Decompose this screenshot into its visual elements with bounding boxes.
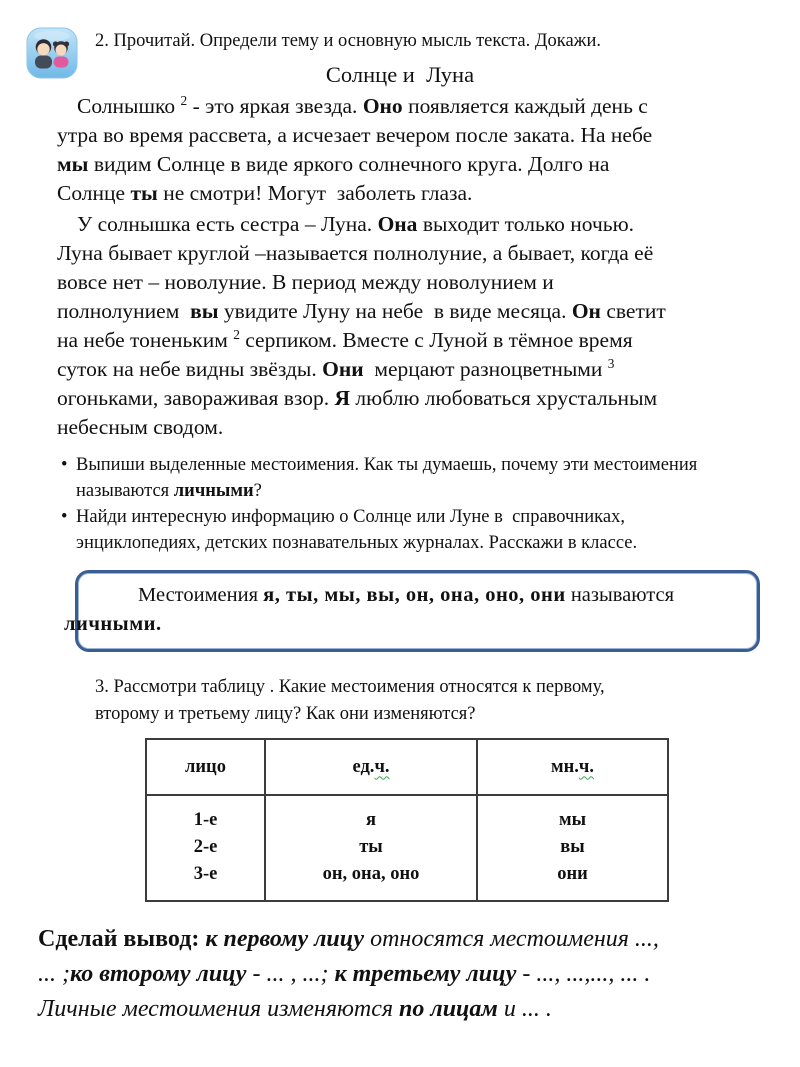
story-paragraph-2: У солнышка есть сестра – Луна. Она выходит только ночью. Луна бывает круглой –называется полнолуние, а бывает, когда её вовсе нет – новолуние. В период между новолунием и полнолунием вы увидите Луну на небе в виде месяца. Он светит на небе тоненьким $^2$ серпиком. Вместе с Луной в тёмное время суток на небе видны звёзды. Они мерцают разноцветными $^3$ огоньками, завораживая взор. Я люблю любоваться хрустальным небесным сводом. (57, 212, 666, 439)
table-value: он, она, оно (322, 864, 420, 884)
table-value: 3-е (193, 864, 218, 884)
table-value: я (365, 810, 376, 830)
table-value: мы (558, 810, 587, 830)
table-header-singular: ед.ч. (265, 739, 477, 795)
bullet-marker: • (61, 455, 68, 475)
table-value: вы (560, 837, 585, 857)
bullet-task-list (60, 452, 770, 556)
rule-box (64, 570, 760, 652)
story-paragraph-1: Солнышко $^2$ - это яркая звезда. Оно появляется каждый день с утра во время рассвета, а исчезает вечером после заката. На небе мы видим Солнце в виде яркого солнечного круга. Долго на Солнце ты не смотри! Могут заболеть глаза. (57, 92, 653, 205)
rule-text: Местоимения я, ты, мы, вы, он, она, оно, они называются личными. (64, 584, 675, 635)
table-value: 2-е (193, 837, 218, 857)
table-cell-plural (477, 795, 668, 901)
pronoun-table (145, 738, 669, 902)
task2-instruction: 2. Прочитай. Определи тему и основную мысль текста. Докажи. (95, 31, 601, 51)
table-header-row (146, 739, 668, 795)
bullet-task-1 (60, 452, 770, 504)
table-value: ты (359, 837, 383, 857)
table-body-row (146, 795, 668, 901)
conclusion-text: Сделай вывод: к первому лицу относятся местоимения ..., ... ;ко второму лицу - ... , ...; к третьему лицу - ..., ...,..., ... . Личные местоимения изменяются по лицам и ... . (38, 926, 659, 1022)
bullet-marker: • (61, 507, 68, 527)
bullet-task-1-text: Выпиши выделенные местоимения. Как ты думаешь, почему эти местоимения называются личными? (76, 455, 698, 501)
table-value: они (557, 864, 588, 884)
rule-section (0, 570, 800, 652)
story-title: Солнце и Луна (325, 62, 475, 87)
table-header-plural: мн.ч. (477, 739, 668, 795)
task3-section (0, 674, 800, 728)
table-cell-singular (265, 795, 477, 901)
task3-instruction: 3. Рассмотри таблицу . Какие местоимения относятся к первому, второму и третьему лицу? Как они изменяются? (95, 677, 605, 724)
table-header-person: лицо (146, 739, 265, 795)
table-cell-person (146, 795, 265, 901)
kids-icon (26, 27, 78, 79)
bullet-task-2 (60, 504, 770, 556)
bullet-task-2-text: Найди интересную информацию о Солнце или Луне в справочниках, энциклопедиях, детских познавательных журналах. Расскажи в классе. (76, 507, 638, 553)
table-value: 1-е (193, 810, 218, 830)
